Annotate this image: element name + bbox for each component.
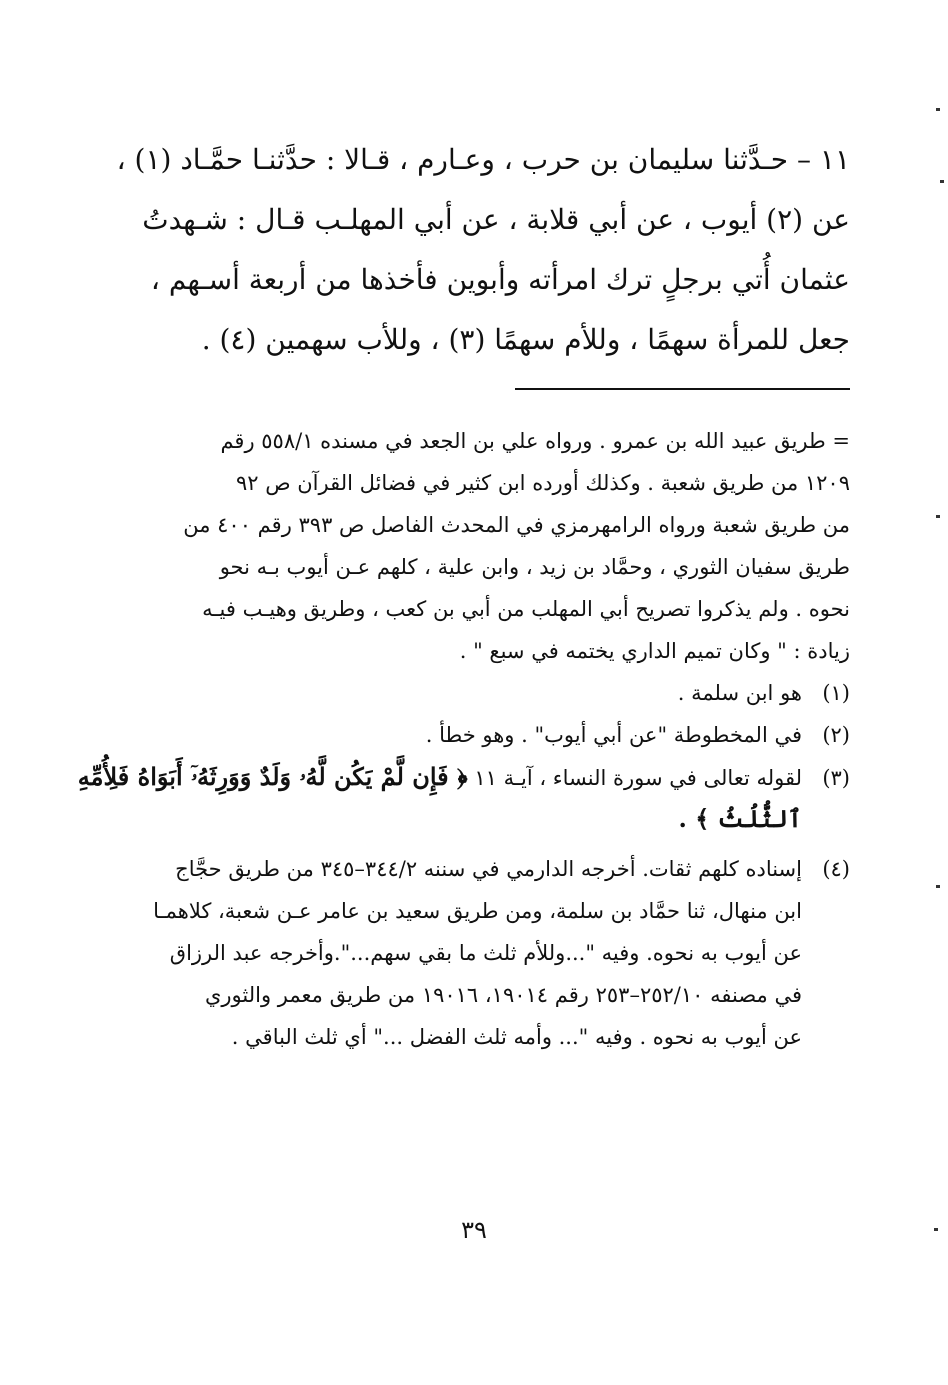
footnote-marker: (٤) — [822, 857, 850, 881]
scan-mark — [934, 1228, 938, 1231]
footnote-text: لقوله تعالى في سورة النساء ، آيـة ١١ — [474, 766, 802, 790]
footnote-line: طريق سفيان الثوري ، وحمَّاد بن زيد ، وابن علية ، كلهم عـن أيوب بـه نحو — [219, 555, 850, 579]
hadith-line: عن (٢) أيوب ، عن أبي قلابة ، عن أبي المهلـب قـال : شـهدتُ — [142, 203, 850, 236]
hadith-line: عثمان أُتي برجلٍ ترك امرأته وأبوين فأخذها من أربعة أسـهم ، — [150, 263, 850, 296]
footnote-text: إسناده كلهم ثقات. أخرجه الدارمي في سننه ٣٤٤/٢–٣٤٥ من طريق حجَّاج — [175, 857, 802, 881]
hadith-line: جعل للمرأة سهمًا ، وللأم سهمًا (٣) ، وللأب سهمين (٤) . — [201, 323, 850, 356]
footnote-marker: (٣) — [822, 766, 850, 790]
footnote-separator — [515, 388, 850, 390]
scan-mark — [936, 108, 940, 111]
footnote-line: نحوه . ولم يذكروا تصريح أبي المهلب من أبي بن كعب ، وطريق وهيـب فيـه — [202, 597, 850, 621]
footnote-2 — [150, 714, 850, 756]
footnote-text: ابن منهال، ثنا حمَّاد بن سلمة، ومن طريق سعيد بن عامر عـن شعبة، كلاهمـا — [153, 899, 802, 923]
footnote-continuation — [150, 420, 850, 672]
footnote-1 — [150, 672, 850, 714]
hadith-text — [116, 130, 850, 370]
footnote-marker: (١) — [822, 681, 850, 705]
footnote-marker: (٢) — [822, 723, 850, 747]
quran-verse-end: ٱلثُّلُثُ ﴾ . — [678, 804, 802, 833]
footnote-line: زيادة : " وكان تميم الداري يختمه في سبع " . — [459, 639, 850, 663]
footnote-3 — [77, 756, 850, 840]
footnote-text: عن أيوب به نحوه . وفيه "... وأمه ثلث الفضل ..." أي ثلث الباقي . — [231, 1025, 802, 1049]
footnote-4 — [150, 848, 850, 1058]
footnote-line: من طريق شعبة ورواه الرامهرمزي في المحدث الفاصل ص ٣٩٣ رقم ٤٠٠ من — [183, 513, 850, 537]
quran-verse: ﴿ فَإِن لَّمْ يَكُن لَّهُۥ وَلَدٌ وَوَرِثَهُۥٓ أَبَوَاهُ فَلِأُمِّهِ — [77, 762, 468, 791]
footnote-line: = طريق عبيد الله بن عمرو . ورواه علي بن الجعد في مسنده ٥٥٨/١ رقم — [220, 429, 850, 453]
scan-mark — [936, 885, 940, 888]
scan-mark — [940, 180, 944, 183]
scan-mark — [936, 515, 940, 518]
footnote-text: عن أيوب به نحوه. وفيه "...وللأم ثلث ما بقي سهم...".وأخرجه عبد الرزاق — [169, 941, 802, 965]
footnote-text: في المخطوطة "عن أبي أيوب" . وهو خطأ . — [425, 723, 802, 747]
page-number: ٣٩ — [461, 1216, 487, 1244]
footnote-text: في مصنفه ٢٥٢/١٠–٢٥٣ رقم ١٩٠١٤، ١٩٠١٦ من طريق معمر والثوري — [204, 983, 802, 1007]
footnote-text: هو ابن سلمة . — [677, 681, 802, 705]
hadith-line: ١١ – حـدَّثنا سليمان بن حرب ، وعـارم ، قـالا : حدَّثنـا حمَّـاد (١) ، — [116, 143, 850, 176]
footnotes — [77, 420, 850, 1058]
footnote-line: ١٢٠٩ من طريق شعبة . وكذلك أورده ابن كثير في فضائل القرآن ص ٩٢ — [235, 471, 850, 495]
